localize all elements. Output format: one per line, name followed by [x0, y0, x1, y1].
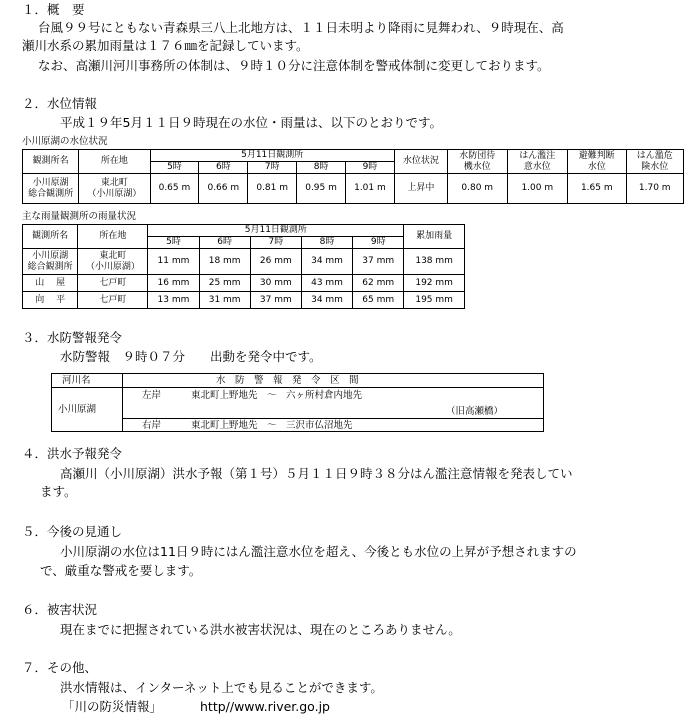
- rain-value: 31 mm: [199, 292, 250, 309]
- section-6-heading: ６．被害状況: [22, 602, 98, 617]
- wl-threshold-danger: 1.70 m: [626, 174, 684, 204]
- wl-header-status: 水位状況: [394, 150, 447, 174]
- rain-value: 34 mm: [301, 249, 352, 275]
- rain-value: 13 mm: [148, 292, 199, 309]
- rain-value: 65 mm: [353, 292, 404, 309]
- warning-right-bank: 右岸: [142, 420, 162, 431]
- wl-header-caution: はん濫注 意水位: [507, 150, 568, 174]
- section-6-line: 現在までに把握されている洪水被害状況は、現在のところありません。: [60, 622, 461, 637]
- wl-status: 上昇中: [394, 174, 447, 204]
- wl-header-station: 観測所名: [23, 150, 79, 174]
- wl-hour-8: 8時: [297, 162, 346, 174]
- warning-note: （旧高瀬橋）: [446, 406, 504, 417]
- rain-station: 向 平: [23, 292, 78, 309]
- wl-value-8: 0.95 m: [297, 174, 346, 204]
- rain-value: 34 mm: [301, 292, 352, 309]
- section-4-heading: ４．洪水予報発令: [22, 446, 123, 461]
- rain-value: 18 mm: [199, 249, 250, 275]
- rain-value: 43 mm: [301, 275, 352, 292]
- rain-hour-9: 9時: [353, 237, 404, 249]
- section-4-line-2: ます。: [40, 484, 77, 499]
- rain-value: 11 mm: [148, 249, 199, 275]
- warning-table-mid-rule: [122, 418, 543, 419]
- section-3-line: 水防警報 ９時０７分 出動を発令中です。: [60, 349, 322, 364]
- warning-right-desc: 東北町上野地先 ～ 三沢市仏沼地先: [191, 420, 353, 431]
- warning-left-bank: 左岸: [142, 390, 162, 401]
- rain-total: 192 mm: [404, 275, 465, 292]
- water-level-caption: 小川原湖の水位状況: [22, 136, 108, 147]
- wl-header-standby: 水防団待 機水位: [448, 150, 508, 174]
- rain-value: 26 mm: [250, 249, 301, 275]
- warning-river: 小川原湖: [58, 404, 97, 415]
- rain-caption: 主な雨量観測所の雨量状況: [22, 211, 137, 222]
- section-4-line-1: 高瀬川（小川原湖）洪水予報（第１号）５月１１日９時３８分はん濫注意情報を発表してい: [60, 466, 573, 481]
- rain-value: 16 mm: [148, 275, 199, 292]
- wl-header-location: 所在地: [79, 150, 150, 174]
- wl-value-9: 1.01 m: [346, 174, 395, 204]
- rain-value: 30 mm: [250, 275, 301, 292]
- wl-hour-5: 5時: [150, 162, 199, 174]
- rain-hour-6: 6時: [199, 237, 250, 249]
- rain-station: 小川原湖 総合観測所: [23, 249, 78, 275]
- rainfall-table: [22, 224, 465, 309]
- warning-table-column-rule: [122, 373, 123, 431]
- section-2-intro: 平成１９年5月１１日９時現在の水位・雨量は、以下のとおりです。: [60, 115, 442, 130]
- wl-value-5: 0.65 m: [150, 174, 199, 204]
- wl-location: 東北町 （小川原湖）: [79, 174, 150, 204]
- section-5-heading: ５．今後の見通し: [22, 524, 123, 539]
- section-1-heading: １．概 要: [22, 2, 85, 17]
- rain-header-total: 累加雨量: [404, 225, 465, 249]
- wl-hour-7: 7時: [248, 162, 297, 174]
- wl-threshold-caution: 1.00 m: [507, 174, 568, 204]
- wl-threshold-standby: 0.80 m: [448, 174, 508, 204]
- wl-header-date: 5月11日観測所: [150, 150, 394, 162]
- rain-location: 七戸町: [78, 292, 148, 309]
- rain-header-location: 所在地: [78, 225, 148, 249]
- table-row: [23, 174, 684, 204]
- warning-header-river: 河川名: [62, 375, 91, 386]
- table-row: [23, 292, 465, 309]
- river-info-url[interactable]: http//www.river.go.jp: [200, 699, 330, 714]
- rain-value: 37 mm: [353, 249, 404, 275]
- section-2-heading: ２．水位情報: [22, 96, 98, 111]
- section-3-heading: ３．水防警報発令: [22, 330, 123, 345]
- wl-header-evacuation: 避難判断 水位: [568, 150, 626, 174]
- rain-value: 37 mm: [250, 292, 301, 309]
- section-5-line-1: 小川原湖の水位は11日９時にはん濫注意水位を超え、今後とも水位の上昇が予想されますの: [60, 544, 577, 559]
- rain-total: 138 mm: [404, 249, 465, 275]
- rain-header-date: 5月11日観測所: [148, 225, 404, 237]
- section-1-text-1a: 台風９９号にともない青森県三八上北地方は、１１日未明より降雨に見舞われ、９時現在、高: [38, 20, 564, 35]
- river-info-label: 「川の防災情報」: [62, 699, 163, 714]
- rain-hour-5: 5時: [148, 237, 199, 249]
- rain-location: 東北町 （小川原湖）: [78, 249, 148, 275]
- water-level-table: [22, 149, 684, 204]
- warning-header-section: 水 防 警 報 発 令 区 間: [216, 375, 359, 386]
- rain-header-station: 観測所名: [23, 225, 78, 249]
- rain-total: 195 mm: [404, 292, 465, 309]
- table-row: [23, 275, 465, 292]
- rain-hour-7: 7時: [250, 237, 301, 249]
- rain-value: 25 mm: [199, 275, 250, 292]
- warning-table-header-rule: [51, 387, 543, 388]
- section-7-heading: ７．その他、: [22, 660, 98, 675]
- table-row: [23, 249, 465, 275]
- warning-left-desc: 東北町上野地先 ～ 六ヶ所村倉内地先: [191, 390, 363, 401]
- section-7-line: 洪水情報は、インターネット上でも見ることができます。: [60, 680, 383, 695]
- wl-threshold-evacuation: 1.65 m: [568, 174, 626, 204]
- section-5-line-2: で、厳重な警戒を要します。: [40, 563, 202, 578]
- wl-hour-9: 9時: [346, 162, 395, 174]
- wl-station: 小川原湖 総合観測所: [23, 174, 79, 204]
- rain-hour-8: 8時: [301, 237, 352, 249]
- wl-value-7: 0.81 m: [248, 174, 297, 204]
- rain-location: 七戸町: [78, 275, 148, 292]
- rain-station: 山 屋: [23, 275, 78, 292]
- wl-hour-6: 6時: [199, 162, 248, 174]
- rain-value: 62 mm: [353, 275, 404, 292]
- wl-header-danger: はん濫危 険水位: [626, 150, 684, 174]
- section-1-text-2: なお、高瀬川河川事務所の体制は、９時１０分に注意体制を警戒体制に変更しております。: [38, 58, 550, 73]
- wl-value-6: 0.66 m: [199, 174, 248, 204]
- section-1-text-1b: 瀬川水系の累加雨量は１７６㎜を記録しています。: [22, 38, 309, 53]
